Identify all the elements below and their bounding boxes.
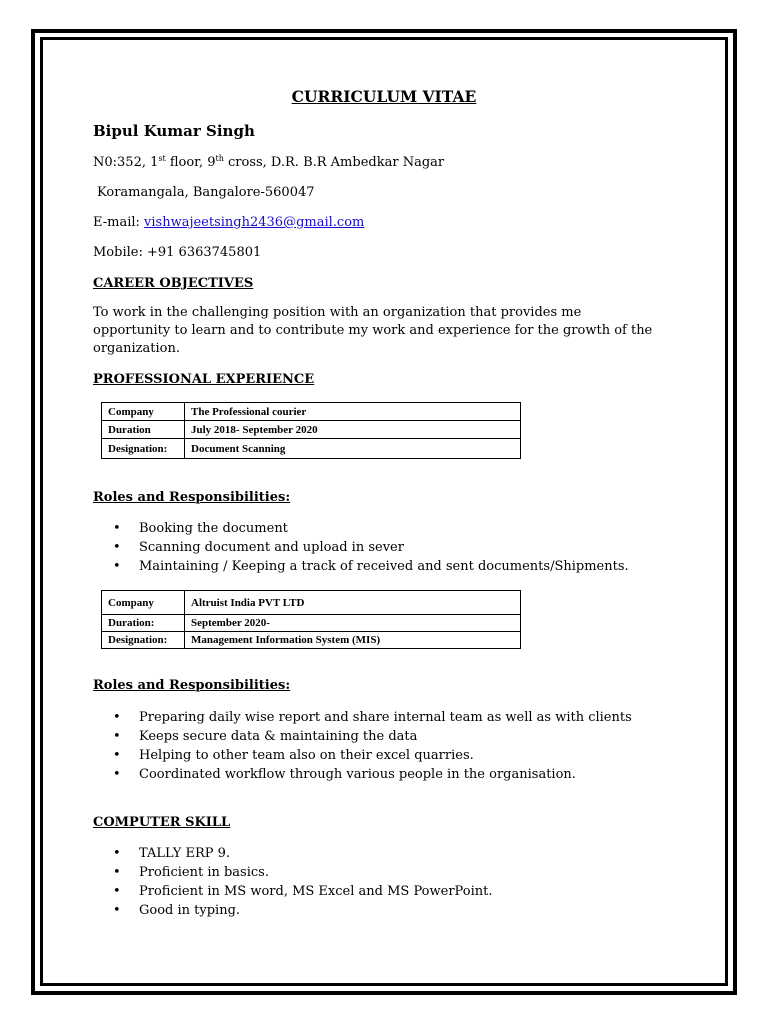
roles-heading-1: Roles and Responsibilities: bbox=[93, 490, 291, 505]
email-link[interactable]: vishwajeetsingh2436@gmail.com bbox=[144, 215, 365, 230]
candidate-name: Bipul Kumar Singh bbox=[93, 122, 255, 140]
company-value: The Professional courier bbox=[185, 403, 521, 421]
designation-label: Designation: bbox=[102, 439, 185, 459]
address-line-1: N0:352, 1st floor, 9th cross, D.R. B.R Ambedkar Nagar bbox=[93, 154, 445, 170]
email-line: E-mail: vishwajeetsingh2436@gmail.com bbox=[93, 215, 365, 230]
job-table-2 bbox=[101, 590, 521, 649]
job-table-1 bbox=[101, 402, 521, 459]
duration-label: Duration: bbox=[102, 615, 185, 632]
professional-experience-heading: PROFESSIONAL EXPERIENCE bbox=[93, 372, 315, 387]
designation-value: Document Scanning bbox=[185, 439, 521, 459]
address-line-2: Koramangala, Bangalore-560047 bbox=[97, 185, 315, 200]
company-label: Company bbox=[102, 591, 185, 615]
list-item: • TALLY ERP 9. bbox=[113, 846, 231, 861]
designation-label: Designation: bbox=[102, 632, 185, 649]
list-item: • Proficient in basics. bbox=[113, 865, 269, 880]
roles-list-2 bbox=[113, 708, 632, 784]
list-item: • Helping to other team also on their excel quarries. bbox=[113, 748, 474, 763]
list-item: • Scanning document and upload in sever bbox=[113, 540, 404, 555]
list-item: • Coordinated workflow through various people in the organisation. bbox=[113, 767, 576, 782]
list-item: • Booking the document bbox=[113, 521, 288, 536]
company-value: Altruist India PVT LTD bbox=[185, 591, 521, 615]
table-row bbox=[102, 421, 521, 439]
roles-list-1 bbox=[113, 519, 629, 576]
list-item: • Good in typing. bbox=[113, 903, 241, 918]
career-objectives-text: To work in the challenging position with an organization that provides me opportunity to learn and to contribute my work and experience for the growth of the organization. bbox=[93, 305, 653, 356]
computer-skill-heading: COMPUTER SKILL bbox=[93, 815, 231, 830]
table-row bbox=[102, 615, 521, 632]
roles-heading-2: Roles and Responsibilities: bbox=[93, 678, 291, 693]
list-item: • Keeps secure data & maintaining the data bbox=[113, 729, 418, 744]
list-item: • Maintaining / Keeping a track of received and sent documents/Shipments. bbox=[113, 559, 629, 574]
duration-label: Duration bbox=[102, 421, 185, 439]
company-label: Company bbox=[102, 403, 185, 421]
list-item: • Preparing daily wise report and share internal team as well as with clients bbox=[113, 710, 632, 725]
designation-value: Management Information System (MIS) bbox=[185, 632, 521, 649]
duration-value: September 2020- bbox=[185, 615, 521, 632]
duration-value: July 2018- September 2020 bbox=[185, 421, 521, 439]
list-item: • Proficient in MS word, MS Excel and MS PowerPoint. bbox=[113, 884, 493, 899]
table-row bbox=[102, 439, 521, 459]
career-objectives-heading: CAREER OBJECTIVES bbox=[93, 276, 254, 291]
table-row bbox=[102, 591, 521, 615]
table-row bbox=[102, 403, 521, 421]
table-row bbox=[102, 632, 521, 649]
skills-list bbox=[113, 844, 492, 920]
document-title: CURRICULUM VITAE bbox=[291, 87, 477, 106]
mobile-line: Mobile: +91 6363745801 bbox=[93, 245, 262, 260]
